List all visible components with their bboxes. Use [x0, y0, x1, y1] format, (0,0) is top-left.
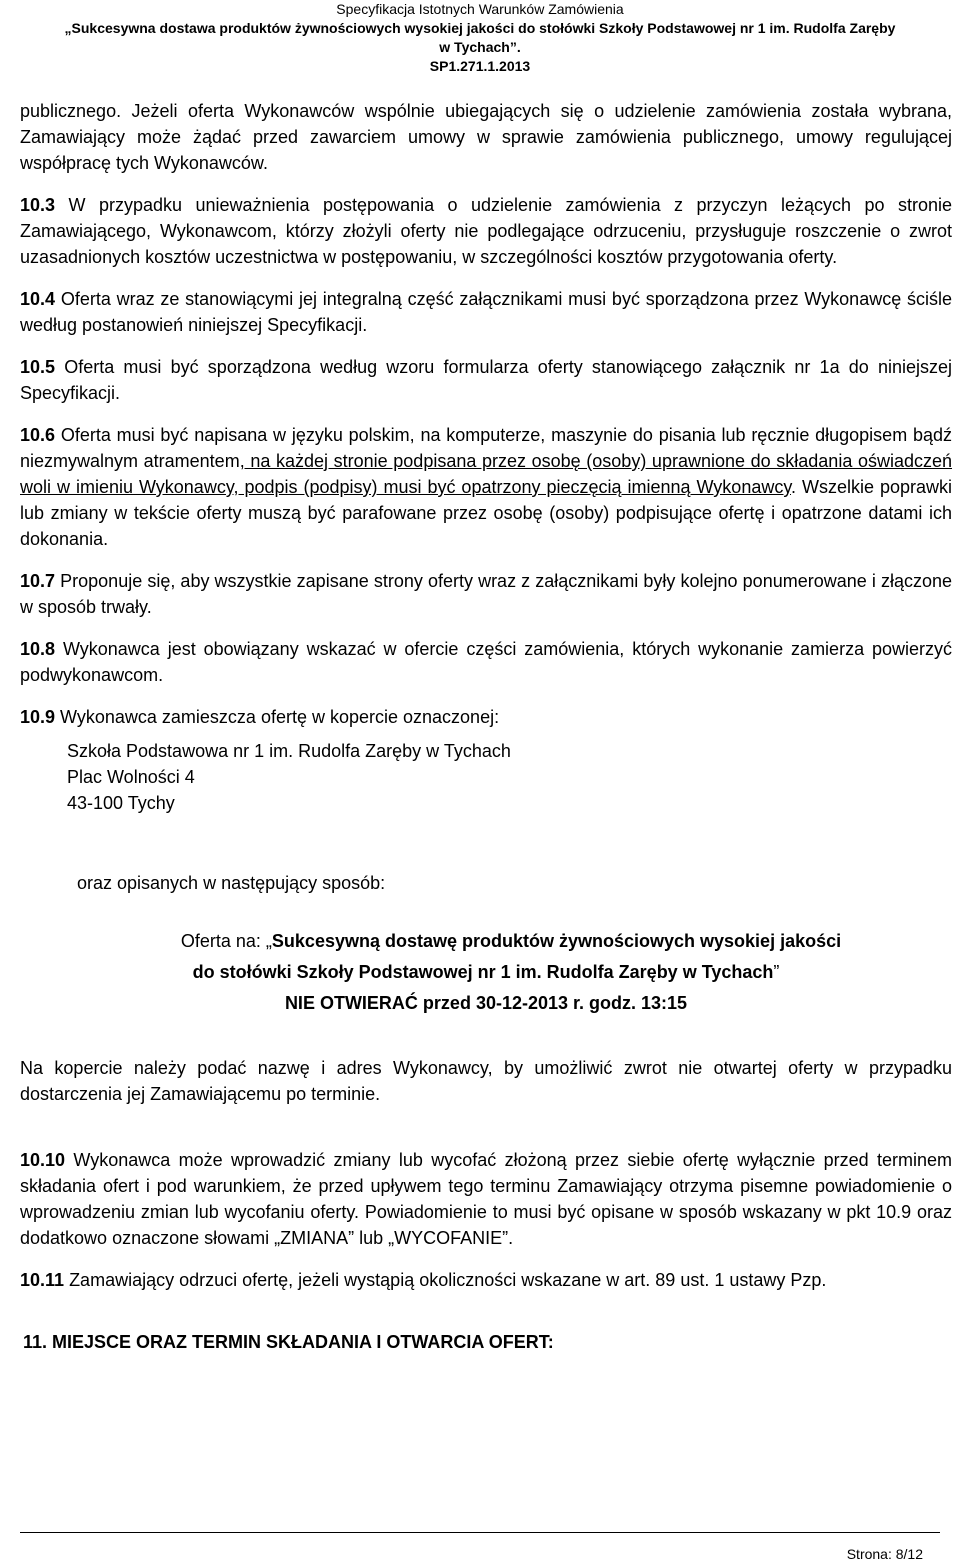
section-text: W przypadku unieważnienia postępowania o udzielenie zamówienia z przyczyn leżących po stronie Zamawiającego, Wykonawcom, którzy złożyli oferty nie podlegające odrzuceniu, przysługuje roszczenie o zwrot uzasadnionych kosztów uczestnictwa w postępowaniu, w szczególności kosztów przygotowania oferty.: [20, 195, 952, 267]
offer-line3: [20, 988, 952, 1019]
section-number: 10.5: [20, 357, 56, 377]
section-10-7: [20, 568, 952, 620]
section-text: Zamawiający odrzuci ofertę, jeżeli wystąpią okoliczności wskazane w art. 89 ust. 1 ustawy Pzp.: [64, 1270, 827, 1290]
offer-label-block: [20, 926, 952, 1019]
address-line3: 43-100 Tychy: [67, 793, 175, 813]
section-text: Wykonawca może wprowadzić zmiany lub wycofać złożoną przez siebie ofertę wyłącznie przed terminem składania ofert i pod warunkiem, że przed upływem tego terminu Zamawiający otrzyma pisemne powiadomienie o wprowadzeniu zmian lub wycofaniu oferty. Powiadomienie to musi być opisane w sposób wskazany w pkt 10.9 oraz dodatkowo oznaczone słowami „ZMIANA” lub „WYCOFANIE”.: [20, 1150, 952, 1248]
address-block: [67, 738, 952, 816]
page-content: [20, 98, 952, 1355]
section-10-8: [20, 636, 952, 688]
section-10-3: [20, 192, 952, 270]
offer-prefix: Oferta na: „: [180, 931, 272, 951]
page-header: [0, 0, 960, 76]
section-text: . Wszelkie poprawki lub zmiany w tekście oferty muszą być parafowane przez osobę (osoby) podpisujące ofertę i opatrzone datami ich dokonania.: [20, 477, 953, 549]
section-number: 10.7: [20, 571, 56, 591]
section-11-heading: 11. MIEJSCE ORAZ TERMIN SKŁADANIA I OTWARCIA OFERT:: [23, 1332, 554, 1352]
described-text: oraz opisanych w następujący sposób:: [77, 873, 386, 893]
section-10-6: [20, 422, 952, 552]
document-subtitle-line2: w Tychach”.: [439, 39, 521, 55]
section-10-9: [20, 704, 952, 730]
section-text: Oferta wraz ze stanowiącymi jej integralną część załącznikami musi być sporządzona przez Wykonawcę ściśle według postanowień niniejszej Specyfikacji.: [20, 289, 952, 335]
envelope-note: Na kopercie należy podać nazwę i adres Wykonawcy, by umożliwić zwrot nie otwartej oferty w przypadku dostarczenia jej Zamawiającemu po terminie.: [20, 1058, 952, 1104]
document-subtitle-line1: „Sukcesywna dostawa produktów żywnościowych wysokiej jakości do stołówki Szkoły Podstawowej nr 1 im. Rudolfa Zaręby: [64, 20, 896, 36]
offer-line2: [20, 957, 952, 988]
document-reference: SP1.271.1.2013: [429, 58, 531, 74]
section-text: Wykonawca zamieszcza ofertę w kopercie oznaczonej:: [55, 707, 500, 727]
document-title: Specyfikacja Istotnych Warunków Zamówienia: [336, 1, 624, 17]
section-text: Oferta musi być napisana w języku polskim, na komputerze, maszynie do pisania lub ręcznie długopisem bądź niezmywalnym atramentem: [20, 425, 952, 471]
section-10-10: [20, 1147, 952, 1251]
section-10-11: [20, 1267, 952, 1293]
offer-close-quote: ”: [773, 962, 780, 982]
section-text: Wykonawca jest obowiązany wskazać w ofercie części zamówienia, których wykonanie zamierza powierzyć podwykonawcom.: [20, 639, 952, 685]
section-text-underlined: , na każdej stronie podpisana przez osobę (osoby) uprawnione do składania oświadczeń woli w imieniu Wykonawcy, podpis (podpisy) musi być opatrzony pieczęcią imienną Wykonawcy: [20, 451, 953, 497]
section-number: 10.11: [20, 1270, 65, 1290]
section-text: Oferta musi być sporządzona według wzoru formularza oferty stanowiącego załącznik nr 1a do niniejszej Specyfikacji.: [20, 357, 952, 403]
section-number: 10.3: [20, 195, 56, 215]
section-number: 10.4: [20, 289, 56, 309]
section-number: 10.9: [20, 707, 56, 727]
section-number: 10.10: [20, 1150, 66, 1170]
section-10-4: [20, 286, 952, 338]
address-line2: Plac Wolności 4: [67, 767, 195, 787]
footer-divider: [20, 1532, 940, 1533]
page-number: Strona: 8/12: [846, 1546, 923, 1562]
offer-title-part1: Sukcesywną dostawę produktów żywnościowych wysokiej jakości: [271, 931, 842, 951]
offer-do-not-open: NIE OTWIERAĆ przed 30-12-2013 r. godz. 13:15: [284, 993, 688, 1013]
intro-paragraph: publicznego. Jeżeli oferta Wykonawców wspólnie ubiegających się o udzielenie zamówienia została wybrana, Zamawiający może żądać przed zawarciem umowy w sprawie zamówienia publicznego, umowy regulującej współpracę tych Wykonawców.: [20, 101, 952, 173]
section-number: 10.6: [20, 425, 56, 445]
section-text: Proponuje się, aby wszystkie zapisane strony oferty wraz z załącznikami były kolejno ponumerowane i złączone w sposób trwały.: [20, 571, 952, 617]
offer-line1: [20, 926, 952, 957]
offer-title-part2: do stołówki Szkoły Podstawowej nr 1 im. Rudolfa Zaręby w Tychach: [192, 962, 774, 982]
section-number: 10.8: [20, 639, 56, 659]
section-10-5: [20, 354, 952, 406]
address-line1: Szkoła Podstawowa nr 1 im. Rudolfa Zaręby w Tychach: [67, 741, 511, 761]
